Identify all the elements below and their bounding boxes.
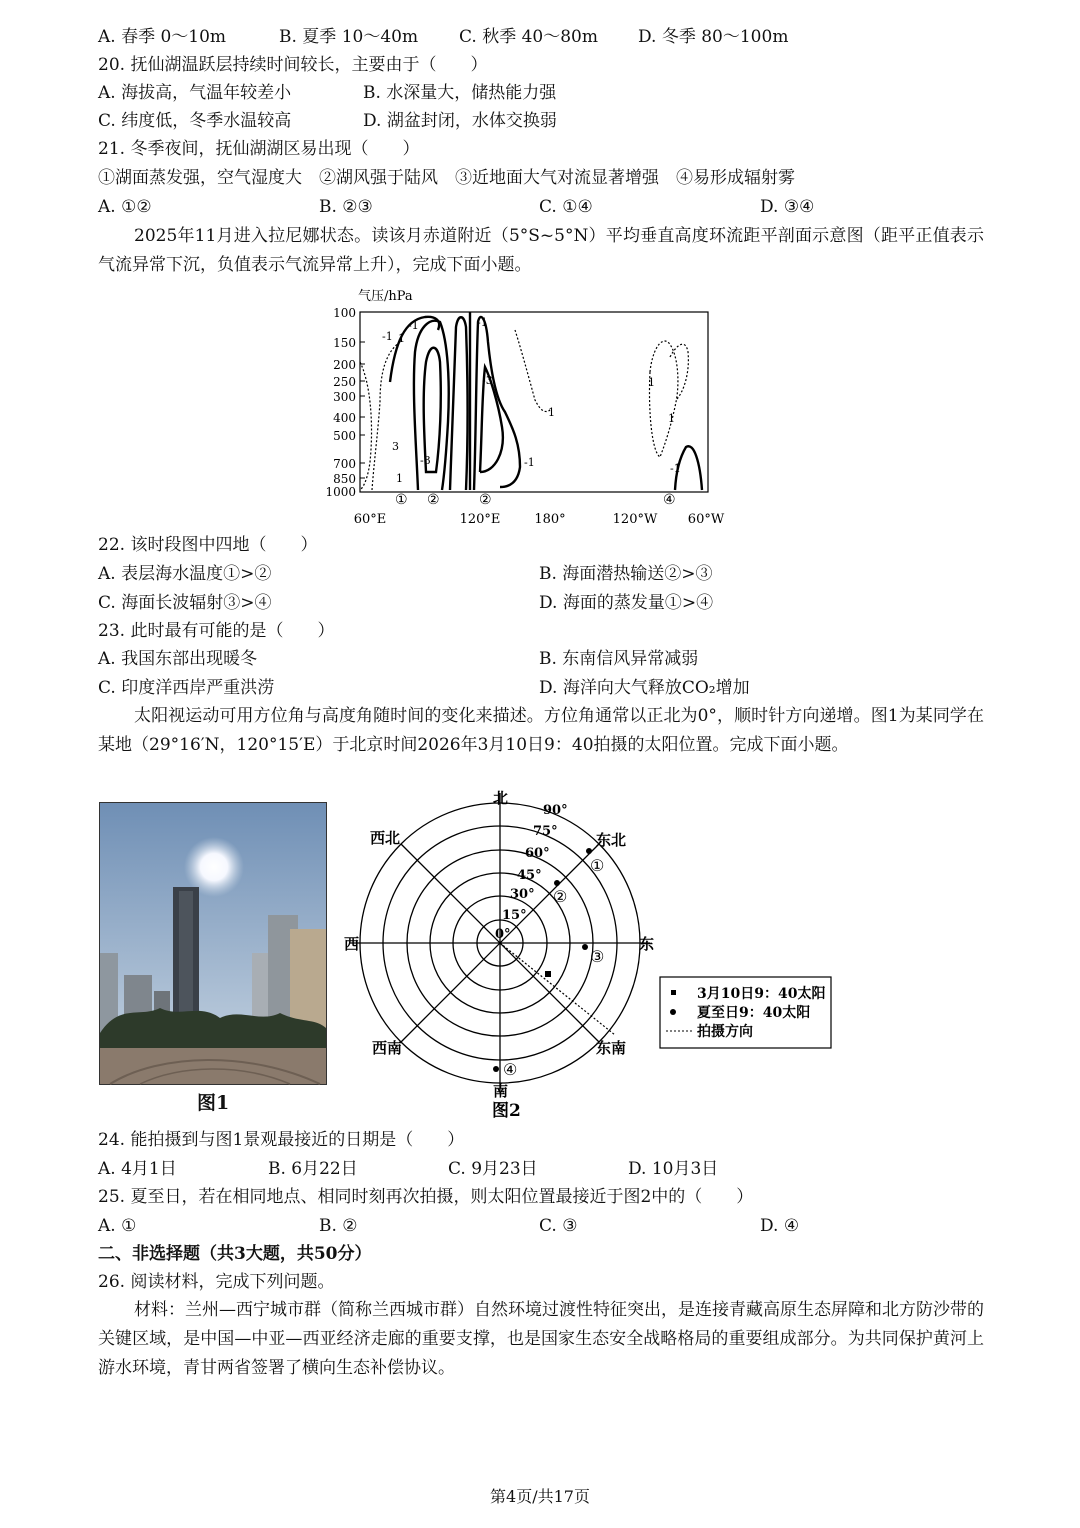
contour-label-12: 1 (648, 376, 655, 389)
q25-stem: 25. 夏至日，若在相同地点、相同时刻再次拍摄，则太阳位置最接近于图2中的（ ） (98, 1187, 754, 1207)
legend-shooting-direction: 拍摄方向 (697, 1024, 753, 1040)
ytick-400: 400 (333, 411, 356, 425)
site-marker-4: ④ (663, 492, 676, 508)
q21-option-d: D. ③④ (760, 197, 815, 217)
q23-stem: 23. 此时最有可能的是（ ） (98, 621, 335, 641)
ring-label-60: 60° (525, 846, 550, 861)
contour-label-7: 3 (392, 440, 399, 453)
q22-option-c: C. 海面长波辐射③>④ (98, 593, 272, 613)
contour-label-6: 1 (548, 406, 555, 419)
q22-stem: 22. 该时段图中四地（ ） (98, 535, 318, 555)
q20-option-c: C. 纬度低，冬季水温较高 (98, 111, 292, 131)
point-label-4: ④ (503, 1060, 518, 1079)
dir-east: 东 (639, 935, 655, 953)
ytick-150: 150 (333, 336, 356, 350)
ytick-250: 250 (333, 375, 356, 389)
q24-option-b: B. 6月22日 (268, 1159, 358, 1179)
pressure-axis-label: 气压/hPa (358, 289, 413, 304)
figure-2-caption: 图2 (492, 1101, 521, 1121)
contour-label-5: -3 (482, 374, 493, 387)
q25-option-d: D. ④ (760, 1216, 800, 1236)
contour-label-8: -3 (420, 454, 431, 467)
legend-march-10: 3月10日9：40太阳 (697, 986, 826, 1002)
site-marker-2a: ② (427, 492, 440, 508)
q23-option-c: C. 印度洋西岸严重洪涝 (98, 678, 275, 698)
point-label-1: ① (590, 856, 605, 875)
ytick-1000: 1000 (325, 485, 356, 499)
xtick-120e: 120°E (459, 512, 501, 527)
q19-option-d: D. 冬季 80～100m (638, 27, 789, 47)
xtick-60w: 60°W (687, 512, 725, 527)
site-marker-2b: ② (479, 492, 492, 508)
q21-stem: 21. 冬季夜间，抚仙湖湖区易出现（ ） (98, 139, 420, 159)
q20-option-d: D. 湖盆封闭，水体交换弱 (363, 111, 557, 131)
q24-option-d: D. 10月3日 (628, 1159, 719, 1179)
q25-option-b: B. ② (319, 1216, 358, 1236)
material-la-nina: 2025年11月进入拉尼娜状态。读该月赤道附近（5°S~5°N）平均垂直高度环流距平剖面示意图（距平正值表示气流异常下沉，负值表示气流异常上升），完成下面小题。 (98, 226, 984, 275)
q21-option-b: B. ②③ (319, 197, 373, 217)
ytick-500: 500 (333, 429, 356, 443)
xtick-120w: 120°W (612, 512, 658, 527)
q19-option-a: A. 春季 0～10m (98, 27, 227, 47)
dir-northwest: 西北 (370, 829, 401, 847)
q23-option-b: B. 东南信风异常减弱 (539, 649, 699, 669)
material-sun-motion: 太阳视运动可用方位角与高度角随时间的变化来描述。方位角通常以正北为0°，顺时针方向递增。图1为某同学在某地（29°16′N，120°15′E）于北京时间2026年3月10日9：40拍摄的太阳位置。完成下面小题。 (98, 706, 984, 755)
q22-option-a: A. 表层海水温度①>② (98, 564, 272, 584)
q20-option-b: B. 水深量大，储热能力强 (363, 83, 557, 103)
contour-label-2: 1 (398, 332, 405, 345)
q22-option-b: B. 海面潜热输送②>③ (539, 564, 713, 584)
contour-label-1: -1 (382, 330, 393, 343)
xtick-180: 180° (534, 512, 566, 527)
ring-label-75: 75° (533, 824, 558, 839)
q23-option-d: D. 海洋向大气释放CO₂增加 (539, 678, 750, 698)
legend-summer-solstice: 夏至日9：40太阳 (697, 1005, 811, 1021)
ring-label-30: 30° (510, 887, 535, 902)
q24-stem: 24. 能拍摄到与图1景观最接近的日期是（ ） (98, 1130, 465, 1150)
ring-label-45: 45° (517, 868, 542, 883)
circulation-anomaly-figure (325, 282, 750, 532)
dir-north: 北 (493, 789, 509, 807)
ytick-700: 700 (333, 457, 356, 471)
q25-option-a: A. ① (98, 1216, 137, 1236)
q19-option-b: B. 夏季 10～40m (279, 27, 419, 47)
sun-position-polar-diagram (340, 785, 840, 1125)
q26-material: 材料：兰州—西宁城市群（简称兰西城市群）自然环境过渡性特征突出，是连接青藏高原生态屏障和北方防沙带的关键区域，是中国—中亚—西亚经济走廊的重要支撑，也是国家生态安全战略格局的重要组成部分。为共同保护黄河上游水环境，青甘两省签署了横向生态补偿协议。 (98, 1300, 984, 1378)
contour-label-11: -1 (670, 462, 681, 475)
figure-1-caption: 图1 (197, 1092, 230, 1114)
point-label-3: ③ (590, 947, 605, 966)
contour-label-3: -1 (408, 319, 419, 332)
point-label-2: ② (553, 887, 568, 906)
q19-option-c: C. 秋季 40～80m (459, 27, 598, 47)
ytick-300: 300 (333, 390, 356, 404)
dir-south: 南 (493, 1082, 509, 1100)
sun-photo (99, 802, 327, 1085)
contour-label-10: 1 (396, 472, 403, 485)
dir-west: 西 (344, 935, 360, 953)
q24-option-a: A. 4月1日 (98, 1159, 177, 1179)
ytick-100: 100 (333, 306, 356, 320)
page-footer: 第4页/共17页 (490, 1487, 590, 1506)
ring-label-15: 15° (502, 908, 527, 923)
dir-southwest: 西南 (372, 1039, 403, 1057)
q21-items: ①湖面蒸发强，空气湿度大 ②湖风强于陆风 ③近地面大气对流显著增强 ④易形成辐射雾 (98, 168, 795, 188)
q21-option-c: C. ①④ (539, 197, 593, 217)
q21-option-a: A. ①② (98, 197, 152, 217)
dir-southeast: 东南 (596, 1039, 627, 1057)
q23-option-a: A. 我国东部出现暖冬 (98, 649, 258, 669)
q22-option-d: D. 海面的蒸发量①>④ (539, 593, 714, 613)
q25-option-c: C. ③ (539, 1216, 578, 1236)
xtick-60e: 60°E (353, 512, 387, 527)
q24-option-c: C. 9月23日 (448, 1159, 538, 1179)
contour-label-4: -1 (477, 316, 488, 329)
q20-stem: 20. 抚仙湖温跃层持续时间较长，主要由于（ ） (98, 55, 488, 75)
ring-label-90: 90° (543, 803, 568, 818)
dir-northeast: 东北 (596, 831, 627, 849)
ytick-200: 200 (333, 358, 356, 372)
ring-label-0: 0° (495, 927, 511, 942)
ytick-850: 850 (333, 472, 356, 486)
section-heading-nonchoice: 二、非选择题（共3大题，共50分） (98, 1244, 372, 1264)
site-marker-1: ① (395, 492, 408, 508)
q20-option-a: A. 海拔高，气温年较差小 (98, 83, 292, 103)
q26-stem: 26. 阅读材料，完成下列问题。 (98, 1272, 335, 1292)
contour-label-9: -1 (524, 456, 535, 469)
contour-label-13: 1 (668, 412, 675, 425)
